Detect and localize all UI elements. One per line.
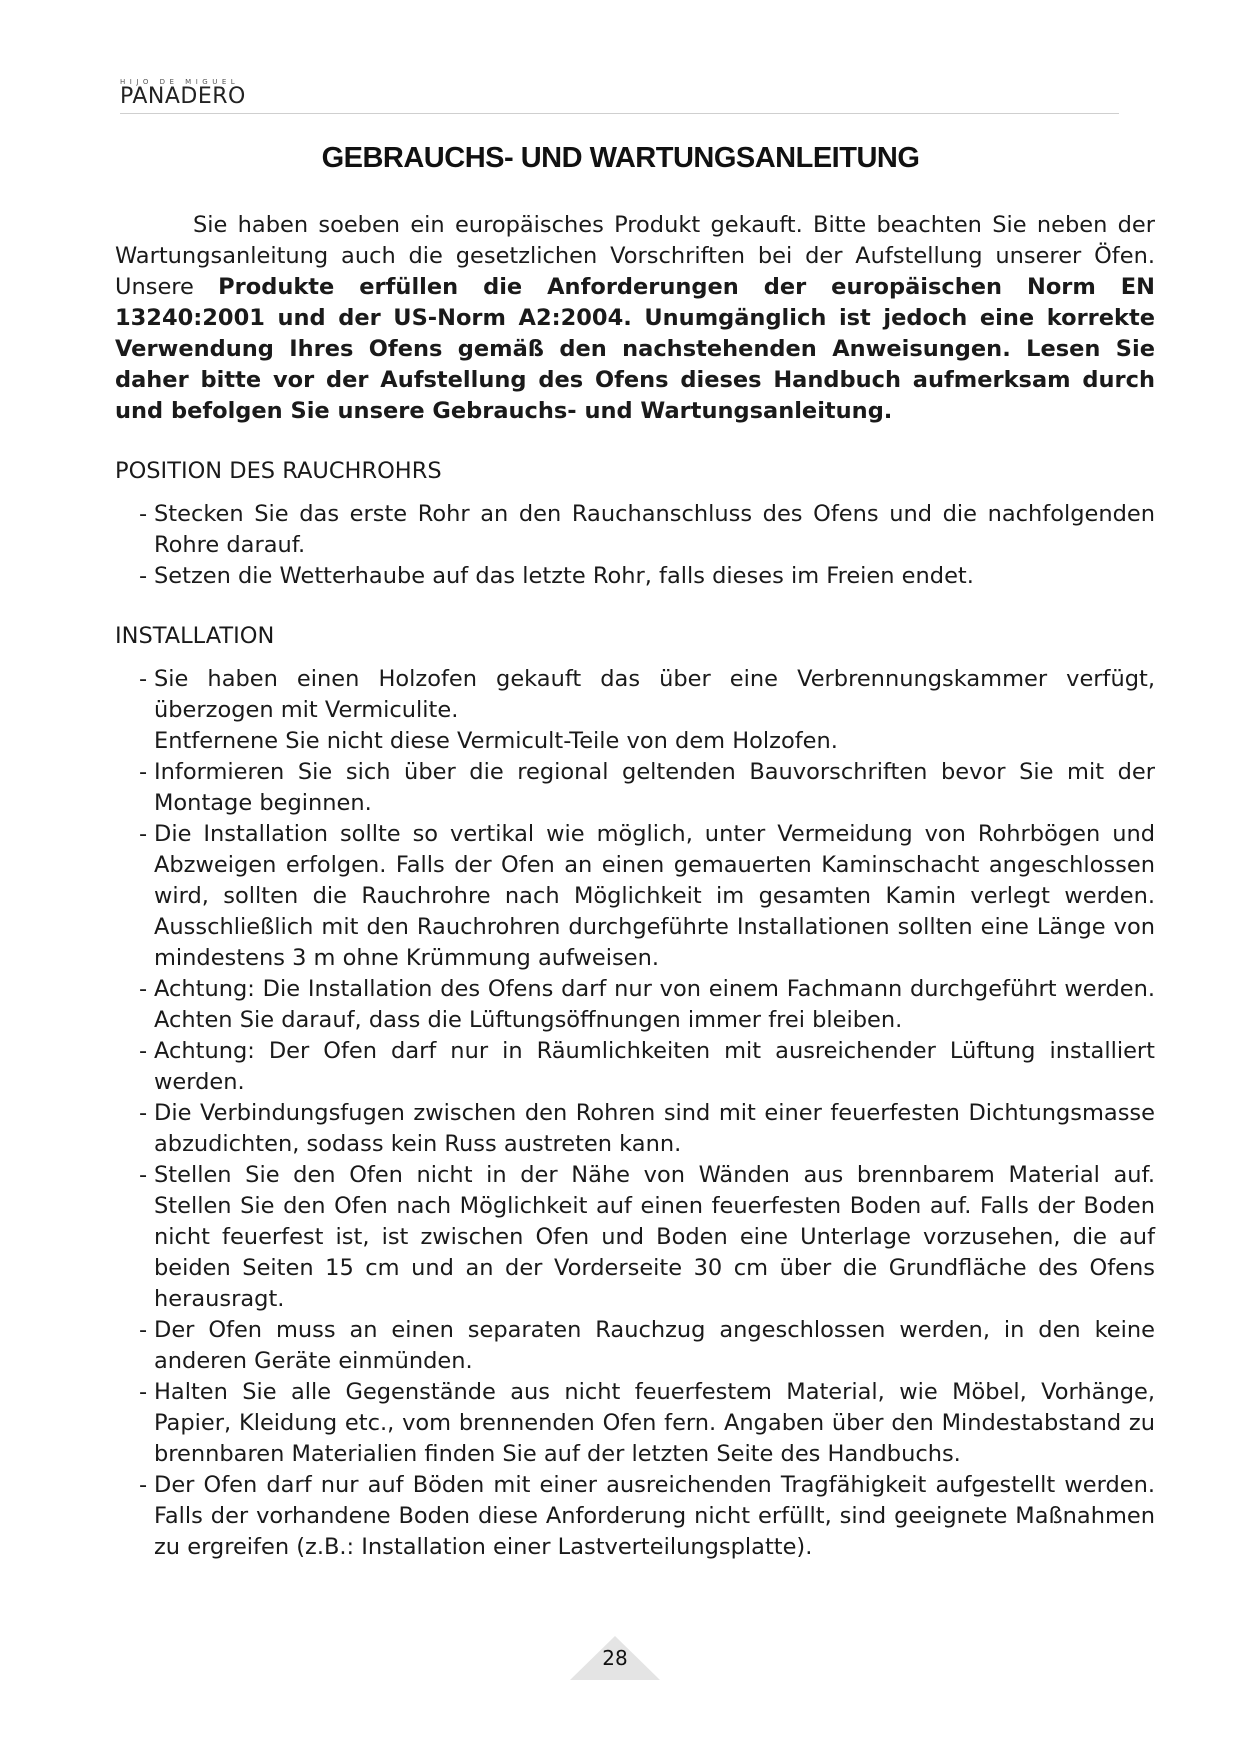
page-number [570, 1636, 660, 1680]
list-item: - Informieren Sie sich über die regional geltenden Bauvorschriften bevor Sie mit der Montage beginnen. [139, 757, 1155, 819]
list-item: - Stellen Sie den Ofen nicht in der Nähe von Wänden aus brennbarem Material auf. Stellen Sie den Ofen nach Möglichkeit auf einen feuerfesten Boden auf. Falls der Boden nicht feuerfest ist, ist zwischen Ofen und Boden eine Unterlage vorzusehen, die auf beiden Seiten 15 cm und an der Vorderseite 30 cm über die Grundfläche des Ofens herausragt. [139, 1160, 1155, 1315]
section-heading-rauchrohr: POSITION DES RAUCHROHRS [115, 458, 442, 484]
list-item: - Die Installation sollte so vertikal wie möglich, unter Vermeidung von Rohrbögen und Abzweigen erfolgen. Falls der Ofen an einen gemauerten Kaminschacht angeschlossen wird, sollten die Rauchrohre nach Möglichkeit im gesamten Kamin verlegt werden. Ausschließlich mit den Rauchrohren durchgeführte Installationen sollten eine Länge von mindestens 3 m ohne Krümmung aufweisen. [139, 819, 1155, 974]
list-item: - Der Ofen darf nur auf Böden mit einer ausreichenden Tragfähigkeit aufgestellt werden. Falls der vorhandene Boden diese Anforderung nicht erfüllt, sind geeignete Maßnahmen zu ergreifen (z.B.: Installation einer Lastverteilungsplatte). [139, 1470, 1155, 1563]
section-heading-installation: INSTALLATION [115, 623, 275, 649]
page-title: GEBRAUCHS- UND WARTUNGSANLEITUNG [321, 142, 920, 174]
list-item [139, 664, 1155, 757]
header-divider [120, 113, 1119, 114]
list-item: - Stecken Sie das erste Rohr an den Rauchanschluss des Ofens und die nachfolgenden Rohre darauf. [139, 499, 1155, 561]
list-item: - Halten Sie alle Gegenstände aus nicht feuerfestem Material, wie Möbel, Vorhänge, Papier, Kleidung etc., vom brennenden Ofen fern. Angaben über den Mindestabstand zu brennbaren Materialien finden Sie auf der letzten Seite des Handbuchs. [139, 1377, 1155, 1470]
list-item: - Setzen die Wetterhaube auf das letzte Rohr, falls dieses im Freien endet. [139, 561, 1155, 592]
list-item: - Achtung: Die Installation des Ofens darf nur von einem Fachmann durchgeführt werden. Achten Sie darauf, dass die Lüftungsöffnungen immer frei bleiben. [139, 974, 1155, 1036]
rauchrohr-list [115, 499, 1155, 592]
list-item-text: Sie haben einen Holzofen gekauft das über eine Verbrennungskammer verfügt, überzogen mit Vermiculite. [154, 666, 1155, 723]
installation-list [115, 664, 1155, 1563]
brand-name: PANADERO [120, 84, 246, 109]
list-item: - Die Verbindungsfugen zwischen den Rohren sind mit einer feuerfesten Dichtungsmasse abzudichten, sodass kein Russ austreten kann. [139, 1098, 1155, 1160]
list-item-note: Entfernene Sie nicht diese Vermicult-Teile von dem Holzofen. [154, 728, 838, 754]
list-item: - Der Ofen muss an einen separaten Rauchzug angeschlossen werden, in den keine anderen Geräte einmünden. [139, 1315, 1155, 1377]
intro-paragraph [115, 210, 1155, 427]
intro-bold-text: Produkte erfüllen die Anforderungen der europäischen Norm EN 13240:2001 und der US-Norm A2:2004. Unumgänglich ist jedoch eine korrekte Verwendung Ihres Ofens gemäß den nachstehenden Anweisungen. Lesen Sie daher bitte vor der Aufstellung des Ofens dieses Handbuch aufmerksam durch und befolgen Sie unsere Gebrauchs- und Wartungsanleitung. [115, 274, 1155, 424]
page-number-text: 28 [602, 1646, 628, 1670]
document-body [115, 210, 1155, 1563]
brand-logo [120, 78, 246, 109]
intro-text: Sie haben soeben ein europäisches Produkt gekauft. Bitte beachten Sie neben der Wartungsanleitung auch die gesetzlichen Vorschriften bei der Aufstellung unserer Öfen. Unsere [115, 212, 1155, 300]
list-item: - Achtung: Der Ofen darf nur in Räumlichkeiten mit ausreichender Lüftung installiert werden. [139, 1036, 1155, 1098]
brand-subtitle: HIJO DE MIGUEL [120, 78, 240, 86]
